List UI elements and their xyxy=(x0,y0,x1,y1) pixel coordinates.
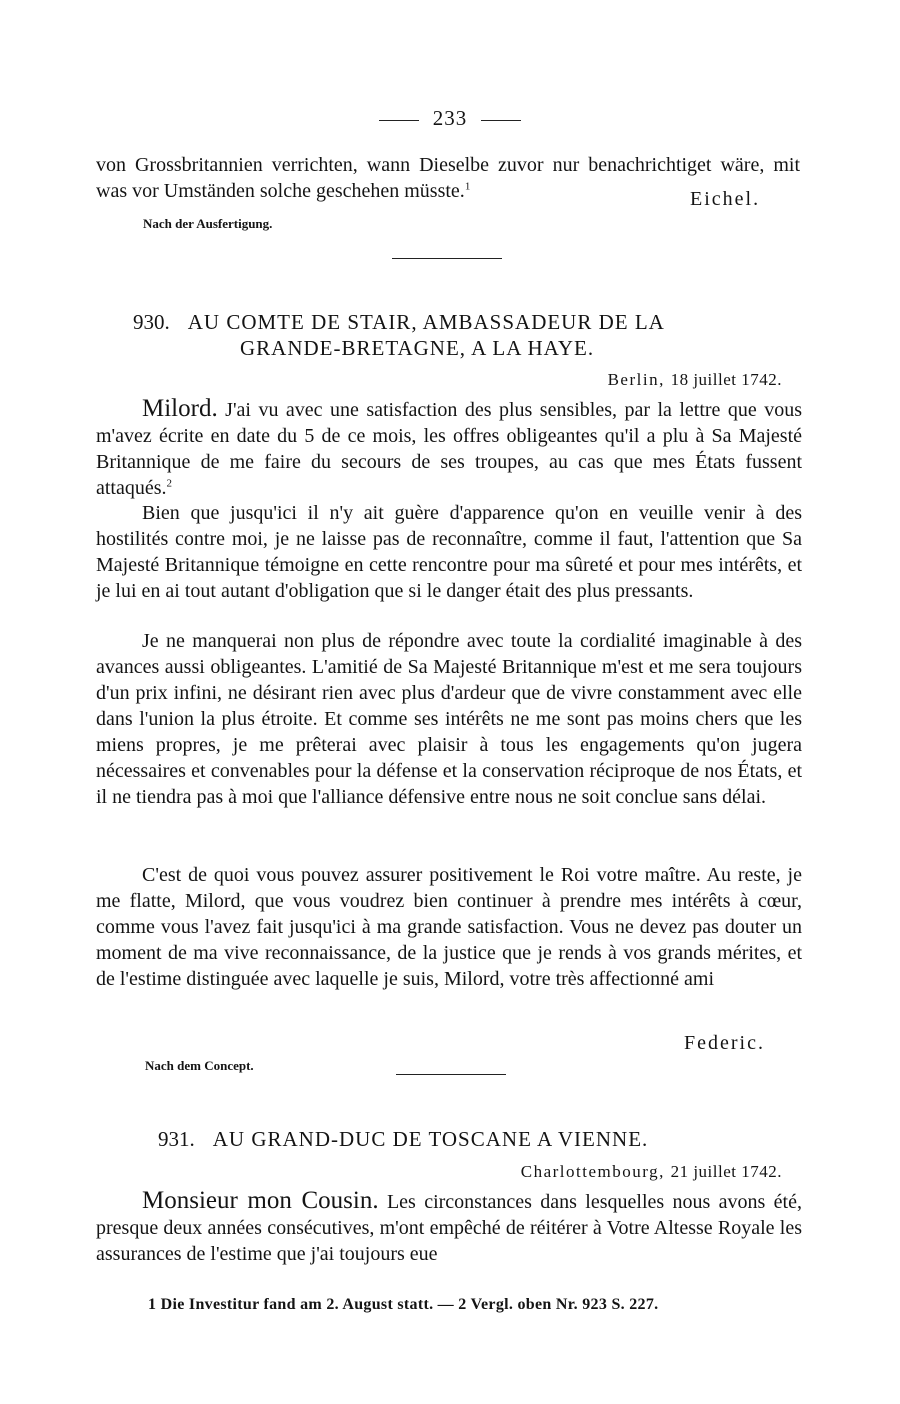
letter-930-heading-line1 xyxy=(133,309,665,335)
letter-930-title-line2: GRANDE-BRETAGNE, A LA HAYE. xyxy=(240,336,595,360)
letter-930-source-note: Nach dem Concept. xyxy=(145,1058,254,1073)
letter-931-heading xyxy=(158,1126,648,1152)
footnote-ref-2: 2 xyxy=(166,477,173,490)
footnote-2-text: Vergl. oben Nr. 923 S. 227. xyxy=(470,1296,659,1313)
letter-930-title-line1: AU COMTE DE STAIR, AMBASSADEUR DE LA xyxy=(187,310,665,334)
letter-930-paragraph-1: Milord. J'ai vu avec une satisfaction des plus sensibles, par la lettre que vous m'avez écrite en date du 5 de ce mois, les offres obligeantes qu'il a plu à Sa Majesté Britannique de me faire du secours de ses troupes, au cas que mes États fussent attaqués.$^2$ xyxy=(96,395,803,499)
letter-930-paragraph-3: Je ne manquerai non plus de répondre avec toute la cordialité imaginable à des avances aussi obligeantes. L'amitié de Sa Majesté Britannique m'est et me sera toujours d'un prix infini, ne désirant rien avec plus d'ardeur que de vivre constamment avec elle dans l'union la plus étroite. Et comme ses intérêts ne me sont pas moins chers que les miens propres, je me prêterai avec plaisir à tous les engagements qu'on jugera nécessaires et convenables pour la défense et la conservation réciproque de nos États, et il ne tiendra pas à moi que l'alliance défensive entre nous ne soit conclue sans délai. xyxy=(96,630,802,808)
letter-930-date-place: Berlin, xyxy=(607,370,665,389)
footnote-1-mark: 1 xyxy=(148,1296,157,1313)
letter-930-signature: Federic. xyxy=(684,1032,765,1054)
header-dash-left xyxy=(379,120,419,121)
section-divider-2 xyxy=(396,1074,506,1075)
top-source-note: Nach der Ausfertigung. xyxy=(143,216,273,231)
letter-930-salutation: Milord. xyxy=(142,395,218,422)
page-number: 233 xyxy=(432,106,468,130)
letter-930-paragraph-2: Bien que jusqu'ici il n'y ait guère d'apparence qu'on en veuille venir à des hostilités contre moi, je ne laisse pas de reconnaître, comme il faut, l'attention que Sa Majesté Britannique témoigne en cette rencontre pour ma sûreté et pour mes intérêts, et je lui en ai tout autant d'obligation que si le danger était des plus pressants. xyxy=(96,502,802,602)
letter-930-number: 930. xyxy=(133,310,170,334)
letter-930-date-day: 18 juillet 1742. xyxy=(670,370,782,389)
footnote-ref-1: 1 xyxy=(464,180,471,193)
section-divider xyxy=(392,258,502,259)
letter-931-paragraph-1: Monsieur mon Cousin. Les circonstances dans lesquelles nous avons été, presque deux années consécutives, m'ont empêché de réitérer à Votre Altesse Royale les assurances de l'estime que j'ai toujours eue xyxy=(96,1187,802,1265)
letter-931-title: AU GRAND-DUC DE TOSCANE A VIENNE. xyxy=(212,1127,649,1151)
top-signature: Eichel. xyxy=(690,188,761,210)
header-dash-right xyxy=(481,120,521,121)
letter-931-dateline xyxy=(521,1162,782,1182)
letter-931-date-day: 21 juillet 1742. xyxy=(670,1162,782,1181)
letter-930-dateline xyxy=(608,370,782,390)
letter-931-salutation: Monsieur mon Cousin. xyxy=(142,1187,379,1214)
top-paragraph: von Grossbritannien verrichten, wann Dieselbe zuvor nur benachrichtiget wäre, mit was vor Umständen solche geschehen müsste.$^1$ xyxy=(96,154,800,202)
letter-931-date-place: Charlottembourg, xyxy=(520,1162,665,1181)
letter-931-number: 931. xyxy=(158,1127,195,1151)
letter-930-paragraph-4: C'est de quoi vous pouvez assurer positivement le Roi votre maître. Au reste, je me flatte, Milord, que vous voudrez bien continuer à prendre mes intérêts à cœur, comme vous l'avez fait jusqu'ici à ma grande satisfaction. Vous ne devez pas douter un moment de ma vive reconnaissance, de la justice que je rends à vos grands mérites, et de l'estime distinguée avec laquelle je suis, Milord, votre très affectionné ami xyxy=(96,864,802,990)
footnote-1-text: Die Investitur fand am 2. August statt. — xyxy=(160,1296,454,1313)
footnote-2-mark: 2 xyxy=(458,1296,467,1313)
footnotes xyxy=(148,1296,658,1314)
running-header xyxy=(0,106,900,131)
